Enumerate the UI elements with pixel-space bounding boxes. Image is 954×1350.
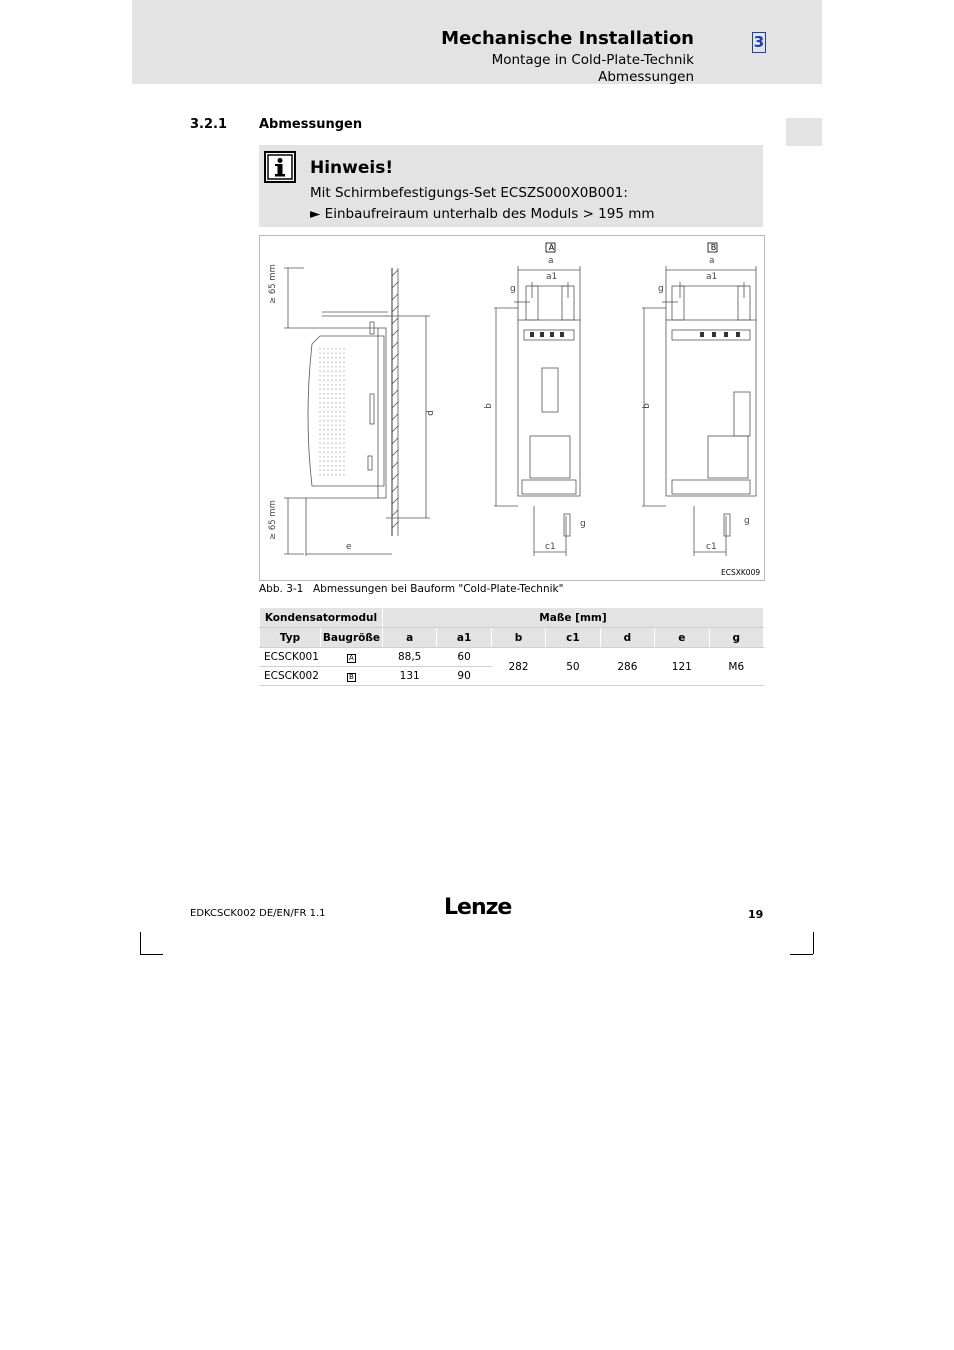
- module-side-body: [308, 336, 384, 486]
- chapter-subtitle: Montage in Cold-Plate-Technik: [491, 52, 694, 68]
- size-badge: B: [347, 673, 356, 682]
- crop-mark-right-h: [790, 954, 813, 955]
- dim-b-label-b: b: [641, 403, 652, 409]
- table-row: [260, 648, 764, 667]
- col-header-typ: Typ: [260, 628, 321, 648]
- dim-a1-label-a: a1: [546, 272, 558, 282]
- cell-e: 121: [655, 648, 709, 686]
- crop-mark-left-h: [140, 954, 163, 955]
- dimensions-table: [259, 607, 764, 686]
- vent-holes: [320, 348, 344, 476]
- chapter-subtitle-2: Abmessungen: [598, 69, 694, 85]
- figure-caption: Abmessungen bei Bauform "Cold-Plate-Technik": [313, 583, 564, 595]
- section-number: 3.2.1: [190, 117, 228, 132]
- col-header-e: e: [655, 628, 709, 648]
- note-text: Mit Schirmbefestigungs-Set ECSZS000X0B001:: [310, 185, 628, 201]
- size-badge: A: [347, 654, 356, 663]
- note-title: Hinweis!: [310, 158, 394, 178]
- cell-c1: 50: [546, 648, 600, 686]
- col-header-c1: c1: [546, 628, 600, 648]
- dim-g-label-a-bottom: g: [580, 519, 586, 529]
- dimension-figure: [259, 235, 765, 581]
- chapter-side-tab: [786, 118, 822, 146]
- col-header-a: a: [382, 628, 437, 648]
- dim-c1-label-a: c1: [545, 542, 556, 552]
- cell-a: 88,5: [382, 648, 437, 667]
- crop-mark-left-v: [140, 932, 141, 954]
- col-header-g: g: [709, 628, 763, 648]
- chapter-title: Mechanische Installation: [441, 28, 694, 49]
- group-header-dimensions: Maße [mm]: [382, 608, 763, 628]
- col-header-b: b: [491, 628, 545, 648]
- cell-size: [320, 667, 382, 686]
- dim-g-label-a: g: [510, 284, 516, 294]
- crop-mark-right-v: [813, 932, 814, 954]
- clearance-bottom-label: ≥ 65 mm: [268, 500, 278, 540]
- group-header-module: Kondensatormodul: [260, 608, 383, 628]
- dim-g-label-b-bottom: g: [744, 516, 750, 526]
- wall-hatch: [392, 270, 398, 528]
- col-header-baugroesse: Baugröße: [320, 628, 382, 648]
- dim-e-label: e: [346, 542, 352, 552]
- clearance-top-label: ≥ 65 mm: [268, 264, 278, 304]
- module-front-a: [518, 320, 580, 496]
- cell-g: M6: [709, 648, 763, 686]
- document-code: EDKCSCK002 DE/EN/FR 1.1: [190, 908, 326, 919]
- table-column-header: [260, 628, 764, 648]
- cell-d: 286: [600, 648, 654, 686]
- cell-typ: ECSCK002: [260, 667, 321, 686]
- page-number: 19: [748, 908, 764, 921]
- col-header-d: d: [600, 628, 654, 648]
- module-front-b: [666, 320, 756, 496]
- cell-a1: 90: [437, 667, 491, 686]
- cell-typ: ECSCK001: [260, 648, 321, 667]
- view-tag-b: B: [710, 243, 717, 252]
- col-header-a1: a1: [437, 628, 491, 648]
- dim-a-label-a: a: [548, 256, 554, 266]
- cell-b: 282: [491, 648, 545, 686]
- dim-d-label: d: [425, 410, 436, 416]
- cell-a1: 60: [437, 648, 491, 667]
- cell-size: [320, 648, 382, 667]
- figure-code: ECSXK009: [721, 568, 761, 577]
- cell-a: 131: [382, 667, 437, 686]
- dim-a-label-b: a: [709, 256, 715, 266]
- dim-c1-label-b: c1: [706, 542, 717, 552]
- dim-a1-label-b: a1: [706, 272, 718, 282]
- info-icon: [264, 151, 296, 183]
- table-group-header: [260, 608, 764, 628]
- note-bullet: ► Einbaufreiraum unterhalb des Moduls > 195 mm: [310, 206, 655, 222]
- chapter-number-badge[interactable]: 3: [753, 33, 765, 51]
- view-tag-a: A: [548, 243, 555, 252]
- figure-caption-number: Abb. 3-1: [259, 583, 304, 595]
- lenze-logo: Lenze: [444, 895, 512, 920]
- dim-g-label-b: g: [658, 284, 664, 294]
- dim-b-label-a: b: [483, 403, 494, 409]
- section-title: Abmessungen: [259, 117, 363, 132]
